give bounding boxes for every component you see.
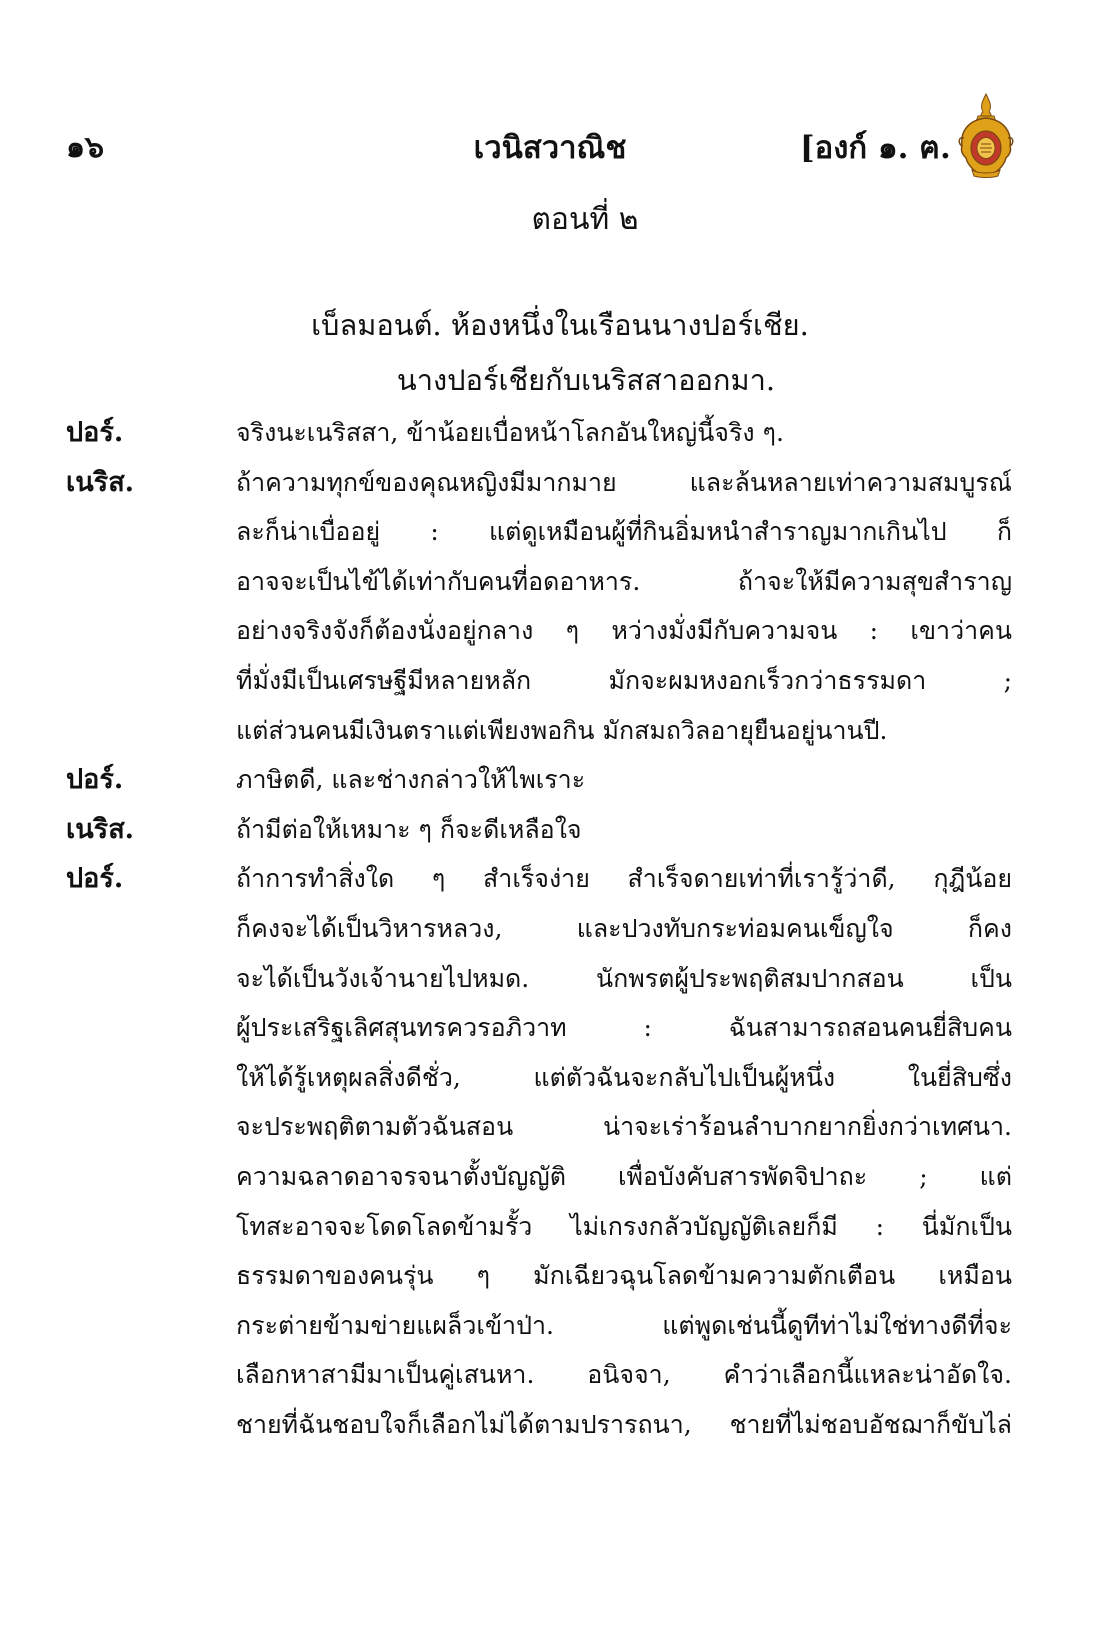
- speech-line: ถ้าความทุกข์ของคุณหญิงมีมากมาย และล้นหลายเท่าความสมบูรณ์: [236, 467, 1012, 497]
- speech-text: [236, 458, 1012, 756]
- speech-line: ถ้ามีต่อให้เหมาะ ๆ ก็จะดีเหลือใจ: [236, 814, 582, 844]
- speech-text: [236, 755, 1012, 805]
- speech-line: กระต่ายข้ามข่ายแผล็วเข้าป่า. แต่พูดเช่นนี้ดูทีท่าไม่ใช่ทางดีที่จะ: [236, 1310, 1012, 1340]
- speaker-name: ปอร์.: [66, 863, 124, 895]
- stage-direction-setting: เบ็ลมอนต์. ห้องหนึ่งในเรือนนางปอร์เชีย.: [311, 308, 809, 342]
- speech-line: ก็คงจะได้เป็นวิหารหลวง, และปวงทับกระท่อมคนเข็ญใจ ก็คง: [236, 913, 1012, 943]
- page-header: [0, 118, 1100, 178]
- speech-line: ให้ได้รู้เหตุผลสิ่งดีชั่ว, แต่ตัวฉันจะกลับไปเป็นผู้หนึ่ง ในยี่สิบซึ่ง: [236, 1062, 1012, 1092]
- speech-line: ชายที่ฉันชอบใจก็เลือกไม่ได้ตามปรารถนา, ชายที่ไม่ชอบอัชฌาก็ขับไล่: [236, 1409, 1012, 1439]
- page-number: ๑๖: [66, 130, 105, 165]
- speaker-name: เนริส.: [66, 813, 135, 845]
- speech-line: ธรรมดาของคนรุ่น ๆ มักเฉียวฉุนโลดข้ามความตักเตือน เหมือน: [236, 1261, 1012, 1291]
- speech: [0, 805, 1100, 855]
- dialogue: [0, 408, 1100, 1449]
- speech-line: ความฉลาดอาจรจนาตั้งบัญญัติ เพื่อบังคับสารพัดจิปาถะ ; แต่: [236, 1161, 1012, 1191]
- speech-text: [236, 805, 1012, 855]
- speech-line: เลือกหาสามีมาเป็นคู่เสนหา. อนิจจา, คำว่าเลือกนี้แหละน่าอัดใจ.: [236, 1360, 1012, 1390]
- speech-line: โทสะอาจจะโดดโลดข้ามรั้ว ไม่เกรงกลัวบัญญัติเลยก็มี : นี่มักเป็น: [236, 1211, 1012, 1241]
- speaker-name: ปอร์.: [66, 764, 124, 796]
- speech-line: ที่มั่งมีเป็นเศรษฐีมีหลายหลัก มักจะผมหงอกเร็วกว่าธรรมดา ;: [236, 665, 1012, 695]
- speech-line: จริงนะเนริสสา, ข้าน้อยเบื่อหน้าโลกอันใหญ่นี้จริง ๆ.: [236, 418, 784, 447]
- speaker-name: เนริส.: [66, 466, 135, 498]
- speech-line: ภาษิตดี, และช่างกล่าวให้ไพเราะ: [236, 765, 586, 795]
- speech: [0, 755, 1100, 805]
- speech-text: [236, 408, 1012, 458]
- speech-line: ถ้าการทำสิ่งใด ๆ สำเร็จง่าย สำเร็จดายเท่าที่เรารู้ว่าดี, กุฎีน้อย: [236, 864, 1012, 894]
- speaker-name: ปอร์.: [66, 417, 124, 448]
- speech-line: จะได้เป็นวังเจ้านายไปหมด. นักพรตผู้ประพฤติสมปากสอน เป็น: [236, 963, 1012, 993]
- speech-line: จะประพฤติตามตัวฉันสอน น่าจะเร่าร้อนลำบากยากยิ่งกว่าเทศนา.: [236, 1112, 1012, 1142]
- speech-line: ละก็น่าเบื่ออยู่ : แต่ดูเหมือนผู้ที่กินอิ่มหนำสำราญมากเกินไป ก็: [236, 517, 1012, 547]
- speech: [0, 458, 1100, 756]
- speech: [0, 854, 1100, 1449]
- speech-line: ผู้ประเสริฐเลิศสุนทรควรอภิวาท : ฉันสามารถสอนคนยี่สิบคน: [236, 1013, 1012, 1043]
- speech-line: แต่ส่วนคนมีเงินตราแต่เพียงพอกิน มักสมถวิลอายุยืนอยู่นานปี.: [236, 715, 888, 745]
- speech: [0, 408, 1100, 458]
- stage-direction-entrance: นางปอร์เชียกับเนริสสาออกมา.: [396, 363, 776, 397]
- speech-text: [236, 854, 1012, 1449]
- running-title: เวนิสวาณิช: [473, 130, 627, 166]
- speech-line: อาจจะเป็นไข้ได้เท่ากับคนที่อดอาหาร. ถ้าจะให้มีความสุขสำราญ: [236, 566, 1012, 596]
- act-scene-label: [องก์ ๑. ฅ.: [800, 130, 951, 166]
- scene-heading: ตอนที่ ๒: [531, 202, 639, 237]
- royal-crest-emblem-icon: [956, 92, 1016, 178]
- speech-line: อย่างจริงจังก็ต้องนั่งอยู่กลาง ๆ หว่างมั่งมีกับความจน : เขาว่าคน: [236, 616, 1012, 646]
